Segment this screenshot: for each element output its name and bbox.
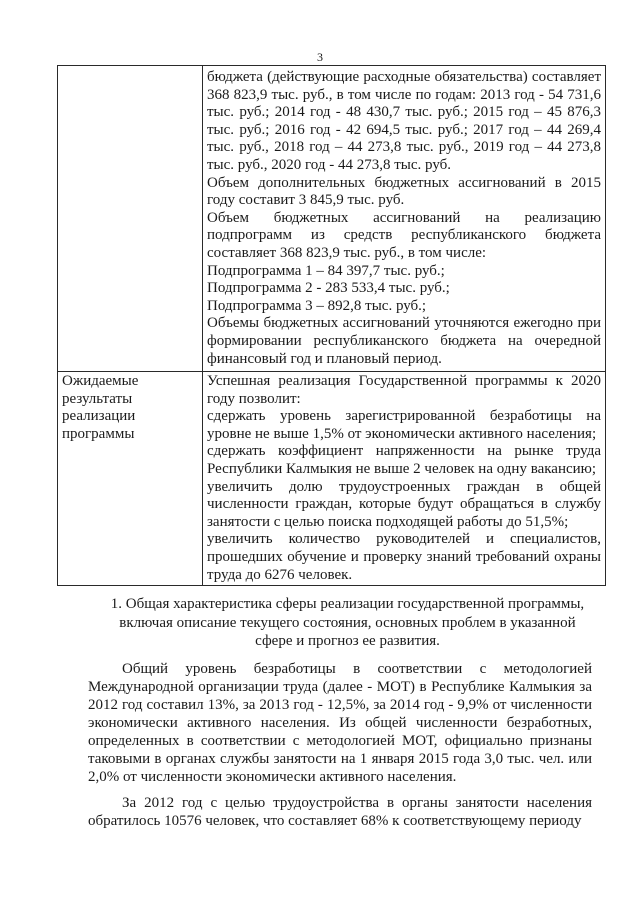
- results-paragraph: Успешная реализация Государственной программы к 2020 году позволит:: [207, 373, 601, 407]
- table-row-label: [58, 66, 203, 372]
- section-title: Общая характеристика сферы реализации государственной программы, включая описание текущего состояния, основных проблем в указанной сфере и прогноз ее развития.: [119, 596, 585, 649]
- page-number: 3: [317, 50, 323, 64]
- results-paragraph: сдержать коэффициент напряженности на рынке труда Республики Калмыкия не выше 2 человек на одну вакансию;: [207, 443, 601, 478]
- body-text: [88, 660, 592, 830]
- budget-paragraph: Объем бюджетных ассигнований на реализацию подпрограмм из средств республиканского бюджета составляет 368 823,9 тыс. руб., в том числе:: [207, 209, 601, 261]
- program-passport-table: [57, 65, 606, 586]
- table-row-results: [58, 372, 606, 586]
- subprogram-line: Подпрограмма 3 – 892,8 тыс. руб.;: [207, 297, 427, 314]
- results-paragraph: сдержать уровень зарегистрированной безработицы на уровне не выше 1,5% от экономически активного населения;: [207, 408, 601, 442]
- results-paragraph: увеличить количество руководителей и специалистов, прошедших обучение и проверку знаний требований охраны труда до 6276 человек.: [207, 531, 601, 583]
- section-heading: [100, 595, 595, 651]
- table-row-label: Ожидаемые результаты реализации программы: [58, 372, 203, 586]
- table-row-content: [203, 66, 606, 372]
- table-row-budget: [58, 66, 606, 372]
- budget-paragraph: бюджета (действующие расходные обязательства) составляет 368 823,9 тыс. руб., в том числе по годам: 2013 год - 54 731,6 тыс. руб.; 2014 год - 48 430,7 тыс. руб.; 2015 год – 45 876,3 тыс. руб.; 2016 год - 42 694,5 тыс. руб.; 2017 год – 44 269,4 тыс. руб., 2018 год – 44 273,8 тыс. руб., 2019 год – 44 273,8 тыс. руб., 2020 год - 44 273,8 тыс. руб.: [207, 69, 601, 173]
- section-number: 1.: [110, 596, 123, 612]
- subprogram-line: Подпрограмма 2 - 283 533,4 тыс. руб.;: [207, 280, 450, 297]
- table-row-content: [203, 372, 606, 586]
- budget-paragraph: Объемы бюджетных ассигнований уточняются ежегодно при формировании республиканского бюджета на очередной финансовый год и плановый период.: [207, 315, 601, 367]
- budget-paragraph: Объем дополнительных бюджетных ассигнований в 2015 году составит 3 845,9 тыс. руб.: [207, 174, 601, 209]
- results-paragraph: увеличить долю трудоустроенных граждан в общей численности граждан, которые будут обращаться в службу занятости с целью поиска подходящей работы до 51,5%;: [207, 478, 601, 530]
- subprogram-line: Подпрограмма 1 – 84 397,7 тыс. руб.;: [207, 262, 445, 279]
- body-paragraph: Общий уровень безработицы в соответствии с методологией Международной организации труда (далее - МОТ) в Республике Калмыкия за 2012 год составил 13%, за 2013 год - 12,5%, за 2014 год - 9,9% от численности экономически активного населения. Из общей численности безработных, определенных в соответствии с методологией МОТ, официально признаны таковыми в органах службы занятости на 1 января 2015 года 3,0 тыс. чел. или 2,0% от численности экономически активного населения.: [88, 661, 592, 785]
- body-paragraph: За 2012 год с целью трудоустройства в органы занятости населения обратилось 10576 человек, что составляет 68% к соответствующему периоду: [88, 795, 592, 829]
